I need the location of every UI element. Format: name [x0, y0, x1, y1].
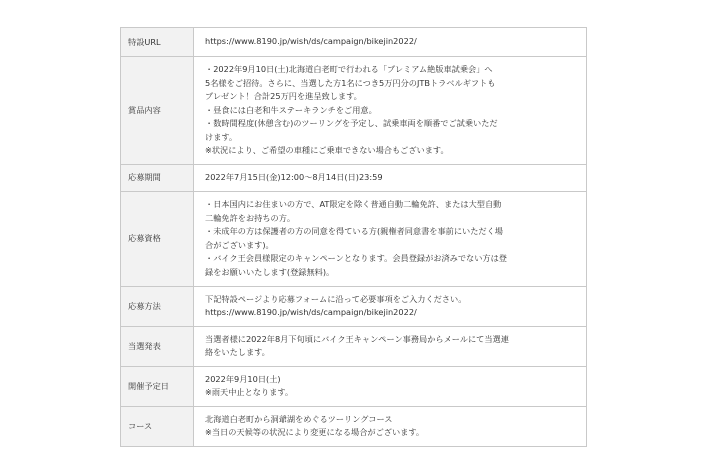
value-line: ・数時間程度(休憩含む)のツーリングを予定し、試乗車両を順番でご試乗いただ [205, 118, 498, 128]
value-line: 2022年9月10日(土) [205, 373, 281, 384]
row-label: 当選発表 [121, 326, 194, 366]
row-value [194, 406, 587, 446]
row-label: 応募期間 [121, 164, 194, 191]
table-row [121, 326, 587, 366]
value-line: ・未成年の方は保護者の方の同意を得ている方(親権者同意書を事前にいただく場 [205, 226, 503, 236]
value-line: 絡をいたします。 [205, 347, 270, 357]
table-row [121, 28, 587, 57]
value-line: ※当日の天候等の状況により変更になる場合がございます。 [205, 427, 425, 437]
value-line: https://www.8190.jp/wish/ds/campaign/bikejin2022/ [205, 307, 417, 317]
row-value [194, 191, 587, 286]
table-row [121, 406, 587, 446]
value-line: ※雨天中止となります。 [205, 387, 294, 397]
row-value [194, 286, 587, 326]
table-body [121, 28, 587, 447]
value-line: プレゼント！合計25万円を進呈致します。 [205, 91, 362, 101]
table-row [121, 366, 587, 406]
row-label: 応募方法 [121, 286, 194, 326]
value-line: 5名様をご招待。さらに、当選した方1名につき5万円分のJTBトラベルギフトも [205, 77, 496, 88]
row-label: コース [121, 406, 194, 446]
row-value [194, 164, 587, 191]
value-line: 北海道白老町から洞爺湖をめぐるツーリングコース [205, 413, 393, 424]
value-line: 2022年7月15日(金)12:00〜8月14日(日)23:59 [205, 171, 383, 182]
row-value [194, 326, 587, 366]
value-line: 録をお願いいたします(登録無料)。 [205, 266, 335, 277]
value-line: 二輪免許をお持ちの方。 [205, 212, 296, 223]
value-line: 下記特設ページより応募フォームに沿って必要事項をご入力ください。 [205, 293, 467, 304]
table-row [121, 164, 587, 191]
value-line: ・昼食には白老和牛ステーキランチをご用意。 [205, 104, 377, 115]
table-row [121, 57, 587, 165]
value-line: ・日本国内にお住まいの方で、AT限定を除く普通自動二輪免許、または大型自動 [205, 199, 502, 209]
row-label: 特設URL [121, 28, 194, 57]
value-line: 当選者様に2022年8月下旬頃にバイク王キャンペーン事務局からメールにて当選連 [205, 333, 509, 344]
value-line: ・バイク王会員様限定のキャンペーンとなります。会員登録がお済みでない方は登 [205, 253, 507, 263]
table-row [121, 191, 587, 286]
value-line: ・2022年9月10日(土)北海道白老町で行われる「プレミアム絶版車試乗会」へ [205, 64, 493, 74]
row-label: 賞品内容 [121, 57, 194, 165]
row-label: 応募資格 [121, 191, 194, 286]
row-value [194, 28, 587, 57]
value-line: けます。 [205, 131, 238, 142]
table-row [121, 286, 587, 326]
campaign-info-table [120, 27, 587, 447]
row-label: 開催予定日 [121, 366, 194, 406]
row-value [194, 366, 587, 406]
value-line: https://www.8190.jp/wish/ds/campaign/bikejin2022/ [205, 36, 417, 47]
value-line: 合がございます)。 [205, 239, 274, 250]
row-value [194, 57, 587, 165]
value-line: ※状況により、ご希望の車種にご乗車できない場合もございます。 [205, 145, 449, 155]
